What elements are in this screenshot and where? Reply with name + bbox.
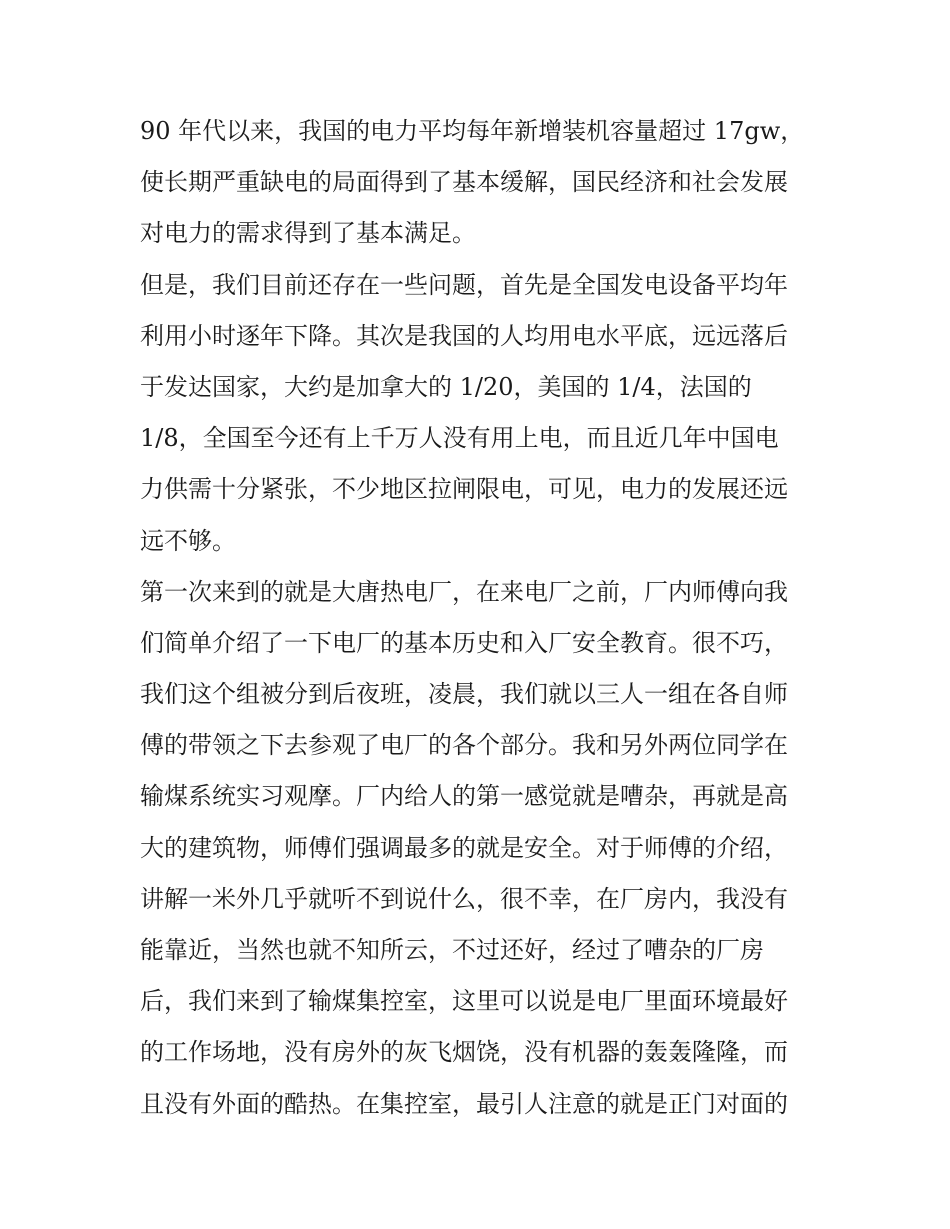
text-line: 傅的带领之下去参观了电厂的各个部分。我和另外两位同学在 — [140, 731, 788, 760]
text-line: 输煤系统实习观摩。厂内给人的第一感觉就是嘈杂，再就是高 — [140, 782, 788, 811]
text-line: 能靠近，当然也就不知所云，不过还好，经过了嘈杂的厂房 — [140, 936, 764, 964]
text-line: 讲解一米外几乎就听不到说什么，很不幸，在厂房内，我没有 — [140, 884, 788, 913]
text-line: 于发达国家，大约是加拿大的 1/20，美国的 1/4，法国的 — [140, 372, 752, 401]
text-line: 对电力的需求得到了基本满足。 — [140, 219, 476, 248]
text-line: 的工作场地，没有房外的灰飞烟饶，没有机器的轰轰隆隆，而 — [140, 1038, 788, 1067]
text-line: 第一次来到的就是大唐热电厂，在来电厂之前，厂内师傅向我 — [140, 577, 788, 606]
text-line: 利用小时逐年下降。其次是我国的人均用电水平底，远远落后 — [140, 321, 788, 350]
text-line: 大的建筑物，师傅们强调最多的就是安全。对于师傅的介绍， — [140, 833, 788, 862]
text-line: 远不够。 — [140, 526, 236, 555]
text-line: 我们这个组被分到后夜班，凌晨，我们就以三人一组在各自师 — [140, 680, 788, 709]
text-line: 使长期严重缺电的局面得到了基本缓解，国民经济和社会发展 — [140, 168, 788, 197]
text-line: 但是，我们目前还存在一些问题，首先是全国发电设备平均年 — [140, 270, 788, 299]
text-line: 们简单介绍了一下电厂的基本历史和入厂安全教育。很不巧， — [140, 628, 788, 657]
text-line: 90 年代以来，我国的电力平均每年新增装机容量超过 17gw， — [140, 117, 805, 145]
text-line: 后，我们来到了输煤集控室，这里可以说是电厂里面环境最好 — [140, 987, 788, 1016]
text-line: 且没有外面的酷热。在集控室，最引人注意的就是正门对面的 — [140, 1089, 788, 1118]
text-line: 1/8，全国至今还有上千万人没有用上电，而且近几年中国电 — [140, 424, 779, 453]
text-line: 力供需十分紧张，不少地区拉闸限电，可见，电力的发展还远 — [140, 475, 788, 504]
body-text — [140, 106, 820, 1130]
